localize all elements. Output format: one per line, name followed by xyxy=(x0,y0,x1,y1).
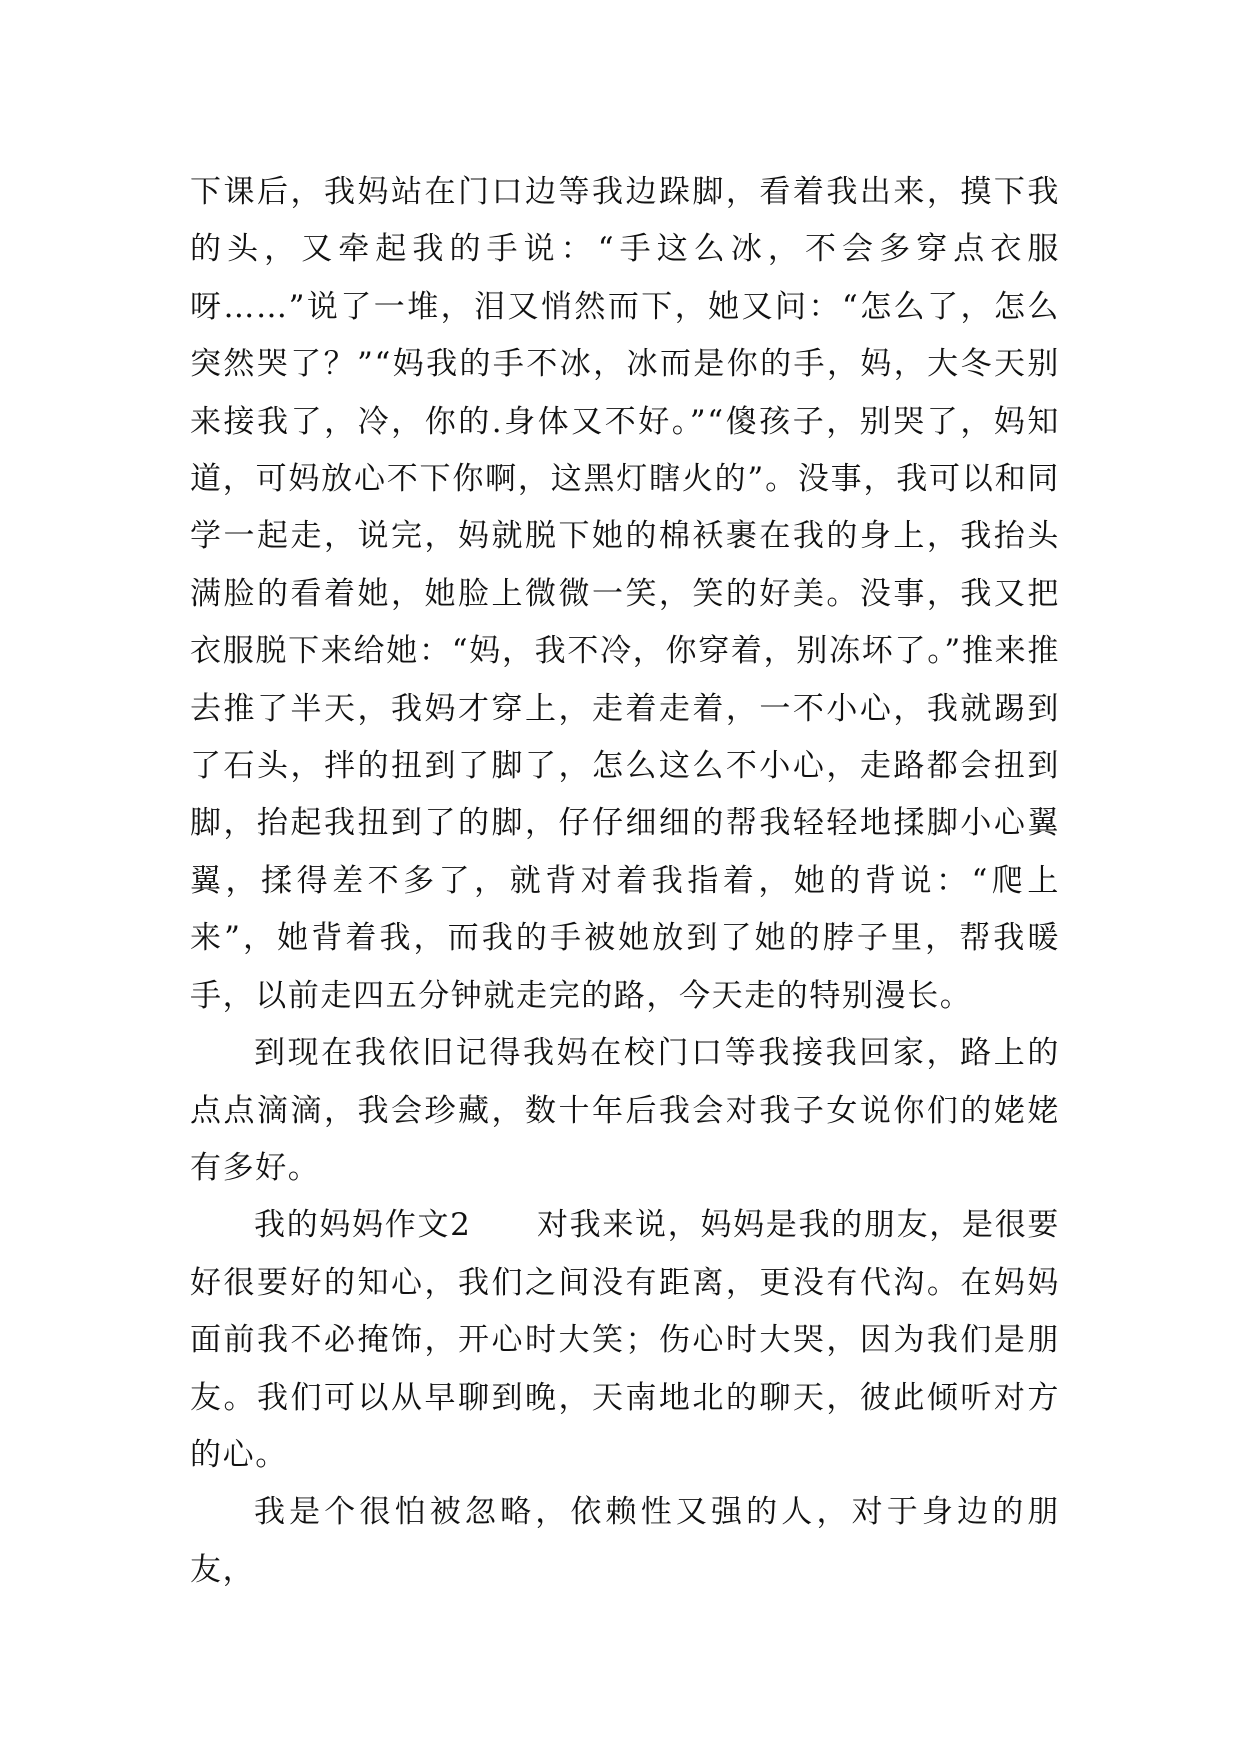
paragraph-1: 下课后，我妈站在门口边等我边跺脚，看着我出来，摸下我的头，又牵起我的手说：“手这么冰，不会多穿点衣服呀……”说了一堆，泪又悄然而下，她又问：“怎么了，怎么突然哭了？”“妈我的手不冰，冰而是你的手，妈，大冬天别来接我了，冷，你的.身体又不好。”“傻孩子，别哭了，妈知道，可妈放心不下你啊，这黑灯瞎火的”。没事，我可以和同学一起走，说完，妈就脱下她的棉袄裹在我的身上，我抬头满脸的看着她，她脸上微微一笑，笑的好美。没事，我又把衣服脱下来给她：“妈，我不冷，你穿着，别冻坏了。”推来推去推了半天，我妈才穿上，走着走着，一不小心，我就踢到了石头，拌的扭到了脚了，怎么这么不小心，走路都会扭到脚，抬起我扭到了的脚，仔仔细细的帮我轻轻地揉脚小心翼翼，揉得差不多了，就背对着我指着，她的背说：“爬上来”，她背着我，而我的手被她放到了她的脖子里，帮我暖手，以前走四五分钟就走完的路，今天走的特别漫长。 xyxy=(190,174,1060,1014)
paragraph-3: 我的妈妈作文2 对我来说，妈妈是我的朋友，是很要好很要好的知心，我们之间没有距离，更没有代沟。在妈妈面前我不必掩饰，开心时大笑；伤心时大哭，因为我们是朋友。我们可以从早聊到晚，天南地北的聊天，彼此倾听对方的心。 xyxy=(190,1207,1060,1473)
paragraph-4: 我是个很怕被忽略，依赖性又强的人，对于身边的朋友， xyxy=(190,1494,1060,1588)
paragraph-2: 到现在我依旧记得我妈在校门口等我接我回家，路上的点点滴滴，我会珍藏，数十年后我会对我子女说你们的姥姥有多好。 xyxy=(190,1035,1060,1186)
document-body xyxy=(190,164,1060,1599)
